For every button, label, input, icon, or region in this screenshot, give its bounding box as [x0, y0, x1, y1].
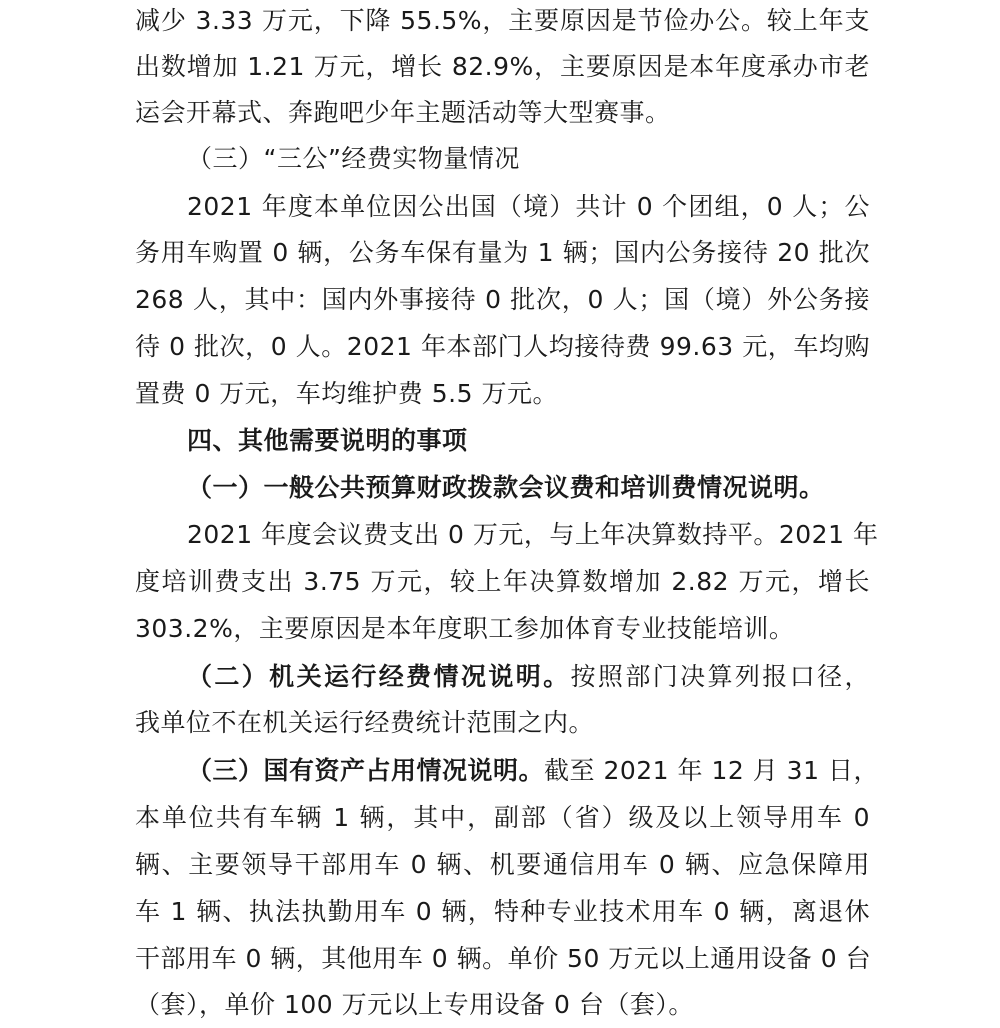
paragraph-line: 减少 3.33 万元，下降 55.5%，主要原因是节俭办公。较上年支 [135, 6, 870, 35]
sangong-quantity-heading: （三）“三公”经费实物量情况 [187, 144, 520, 173]
paragraph-line: 车 1 辆、执法执勤用车 0 辆，特种专业技术用车 0 辆，离退休 [135, 897, 870, 926]
paragraph-line: 度培训费支出 3.75 万元，较上年决算数增加 2.82 万元，增长 [135, 567, 870, 596]
paragraph-line: （套），单价 100 万元以上专用设备 0 台（套）。 [135, 990, 694, 1019]
section-title: 四、其他需要说明的事项 [187, 426, 468, 455]
paragraph-line: 待 0 批次，0 人。2021 年本部门人均接待费 99.63 元，车均购 [135, 332, 870, 361]
item3-heading: （三）国有资产占用情况说明。 [187, 756, 545, 785]
paragraph-line: 运会开幕式、奔跑吧少年主题活动等大型赛事。 [135, 98, 671, 127]
item3-first-line-rest: 截至 2021 年 12 月 31 日， [544, 756, 879, 785]
item2-heading: （二）机关运行经费情况说明。 [187, 662, 571, 691]
paragraph-line: 置费 0 万元，车均维护费 5.5 万元。 [135, 379, 558, 408]
paragraph-line: 出数增加 1.21 万元，增长 82.9%，主要原因是本年度承办市老 [135, 52, 870, 81]
paragraph-line: 务用车购置 0 辆，公务车保有量为 1 辆；国内公务接待 20 批次 [135, 238, 870, 267]
paragraph-line: 268 人，其中：国内外事接待 0 批次，0 人；国（境）外公务接 [135, 285, 870, 314]
paragraph-line: 辆、主要领导干部用车 0 辆、机要通信用车 0 辆、应急保障用 [135, 850, 870, 879]
item1-heading [187, 465, 870, 511]
paragraph-line: 2021 年度本单位因公出国（境）共计 0 个团组，0 人；公 [187, 192, 870, 221]
paragraph-line: 干部用车 0 辆，其他用车 0 辆。单价 50 万元以上通用设备 0 台 [135, 944, 872, 973]
item2-first-line [187, 654, 870, 700]
item1-heading-text: （一）一般公共预算财政拨款会议费和培训费情况说明。 [187, 473, 825, 502]
item2-first-line-rest: 按照部门决算列报口径， [570, 662, 870, 691]
paragraph-line: 我单位不在机关运行经费统计范围之内。 [135, 708, 595, 737]
paragraph-line: 303.2%，主要原因是本年度职工参加体育专业技能培训。 [135, 614, 795, 643]
item3-first-line [187, 748, 879, 794]
paragraph-line: 2021 年度会议费支出 0 万元，与上年决算数持平。2021 年 [187, 520, 879, 549]
paragraph-line: 本单位共有车辆 1 辆，其中，副部（省）级及以上领导用车 0 [135, 803, 870, 832]
